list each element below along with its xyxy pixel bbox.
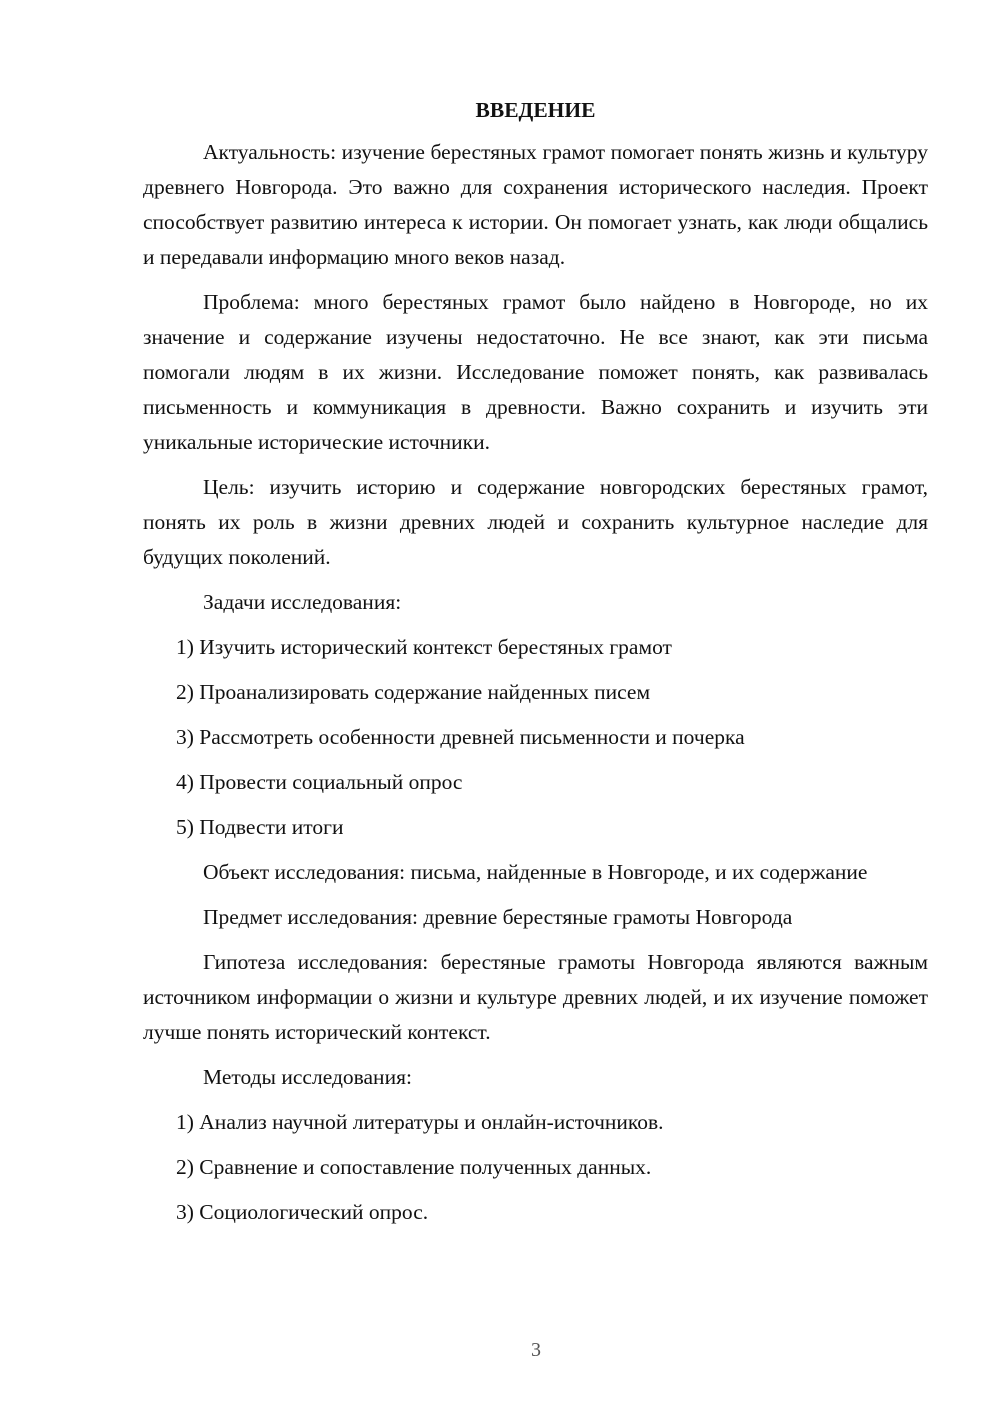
page-number: 3 — [531, 1339, 541, 1361]
hypothesis-paragraph: Гипотеза исследования: берестяные грамоты Новгорода являются важным источником информации о жизни и культуре древних людей, и их изучение поможет лучше понять исторический контекст. — [143, 950, 928, 1044]
problem-paragraph: Проблема: много берестяных грамот было найдено в Новгороде, но их значение и содержание изучены недостаточно. Не все знают, как эти письма помогали людям в их жизни. Исследование поможет понять, как развивалась письменность и коммуникация в древности. Важно сохранить и изучить эти уникальные исторические источники. — [143, 290, 928, 454]
page-content — [143, 93, 928, 1240]
list-item: 1) Изучить исторический контекст берестяных грамот — [176, 635, 672, 659]
tasks-list — [143, 630, 928, 845]
tasks-heading: Задачи исследования: — [203, 590, 402, 614]
list-item: 2) Проанализировать содержание найденных писем — [176, 680, 651, 704]
list-item: 5) Подвести итоги — [176, 815, 344, 839]
list-item: 4) Провести социальный опрос — [176, 770, 463, 794]
methods-list — [143, 1105, 928, 1230]
list-item: 3) Социологический опрос. — [176, 1200, 429, 1224]
list-item: 1) Анализ научной литературы и онлайн-источников. — [176, 1110, 664, 1134]
subject-paragraph: Предмет исследования: древние берестяные грамоты Новгорода — [203, 905, 793, 929]
list-item: 2) Сравнение и сопоставление полученных данных. — [176, 1155, 652, 1179]
goal-paragraph: Цель: изучить историю и содержание новгородских берестяных грамот, понять их роль в жизни древних людей и сохранить культурное наследие для будущих поколений. — [143, 475, 928, 569]
section-title: ВВЕДЕНИЕ — [475, 98, 596, 122]
object-paragraph: Объект исследования: письма, найденные в Новгороде, и их содержание — [203, 860, 868, 884]
list-item: 3) Рассмотреть особенности древней письменности и почерка — [176, 725, 745, 749]
methods-heading: Методы исследования: — [203, 1065, 412, 1089]
relevance-paragraph: Актуальность: изучение берестяных грамот помогает понять жизнь и культуру древнего Новгорода. Это важно для сохранения исторического наследия. Проект способствует развитию интереса к истории. Он помогает узнать, как люди общались и передавали информацию много веков назад. — [143, 140, 928, 269]
